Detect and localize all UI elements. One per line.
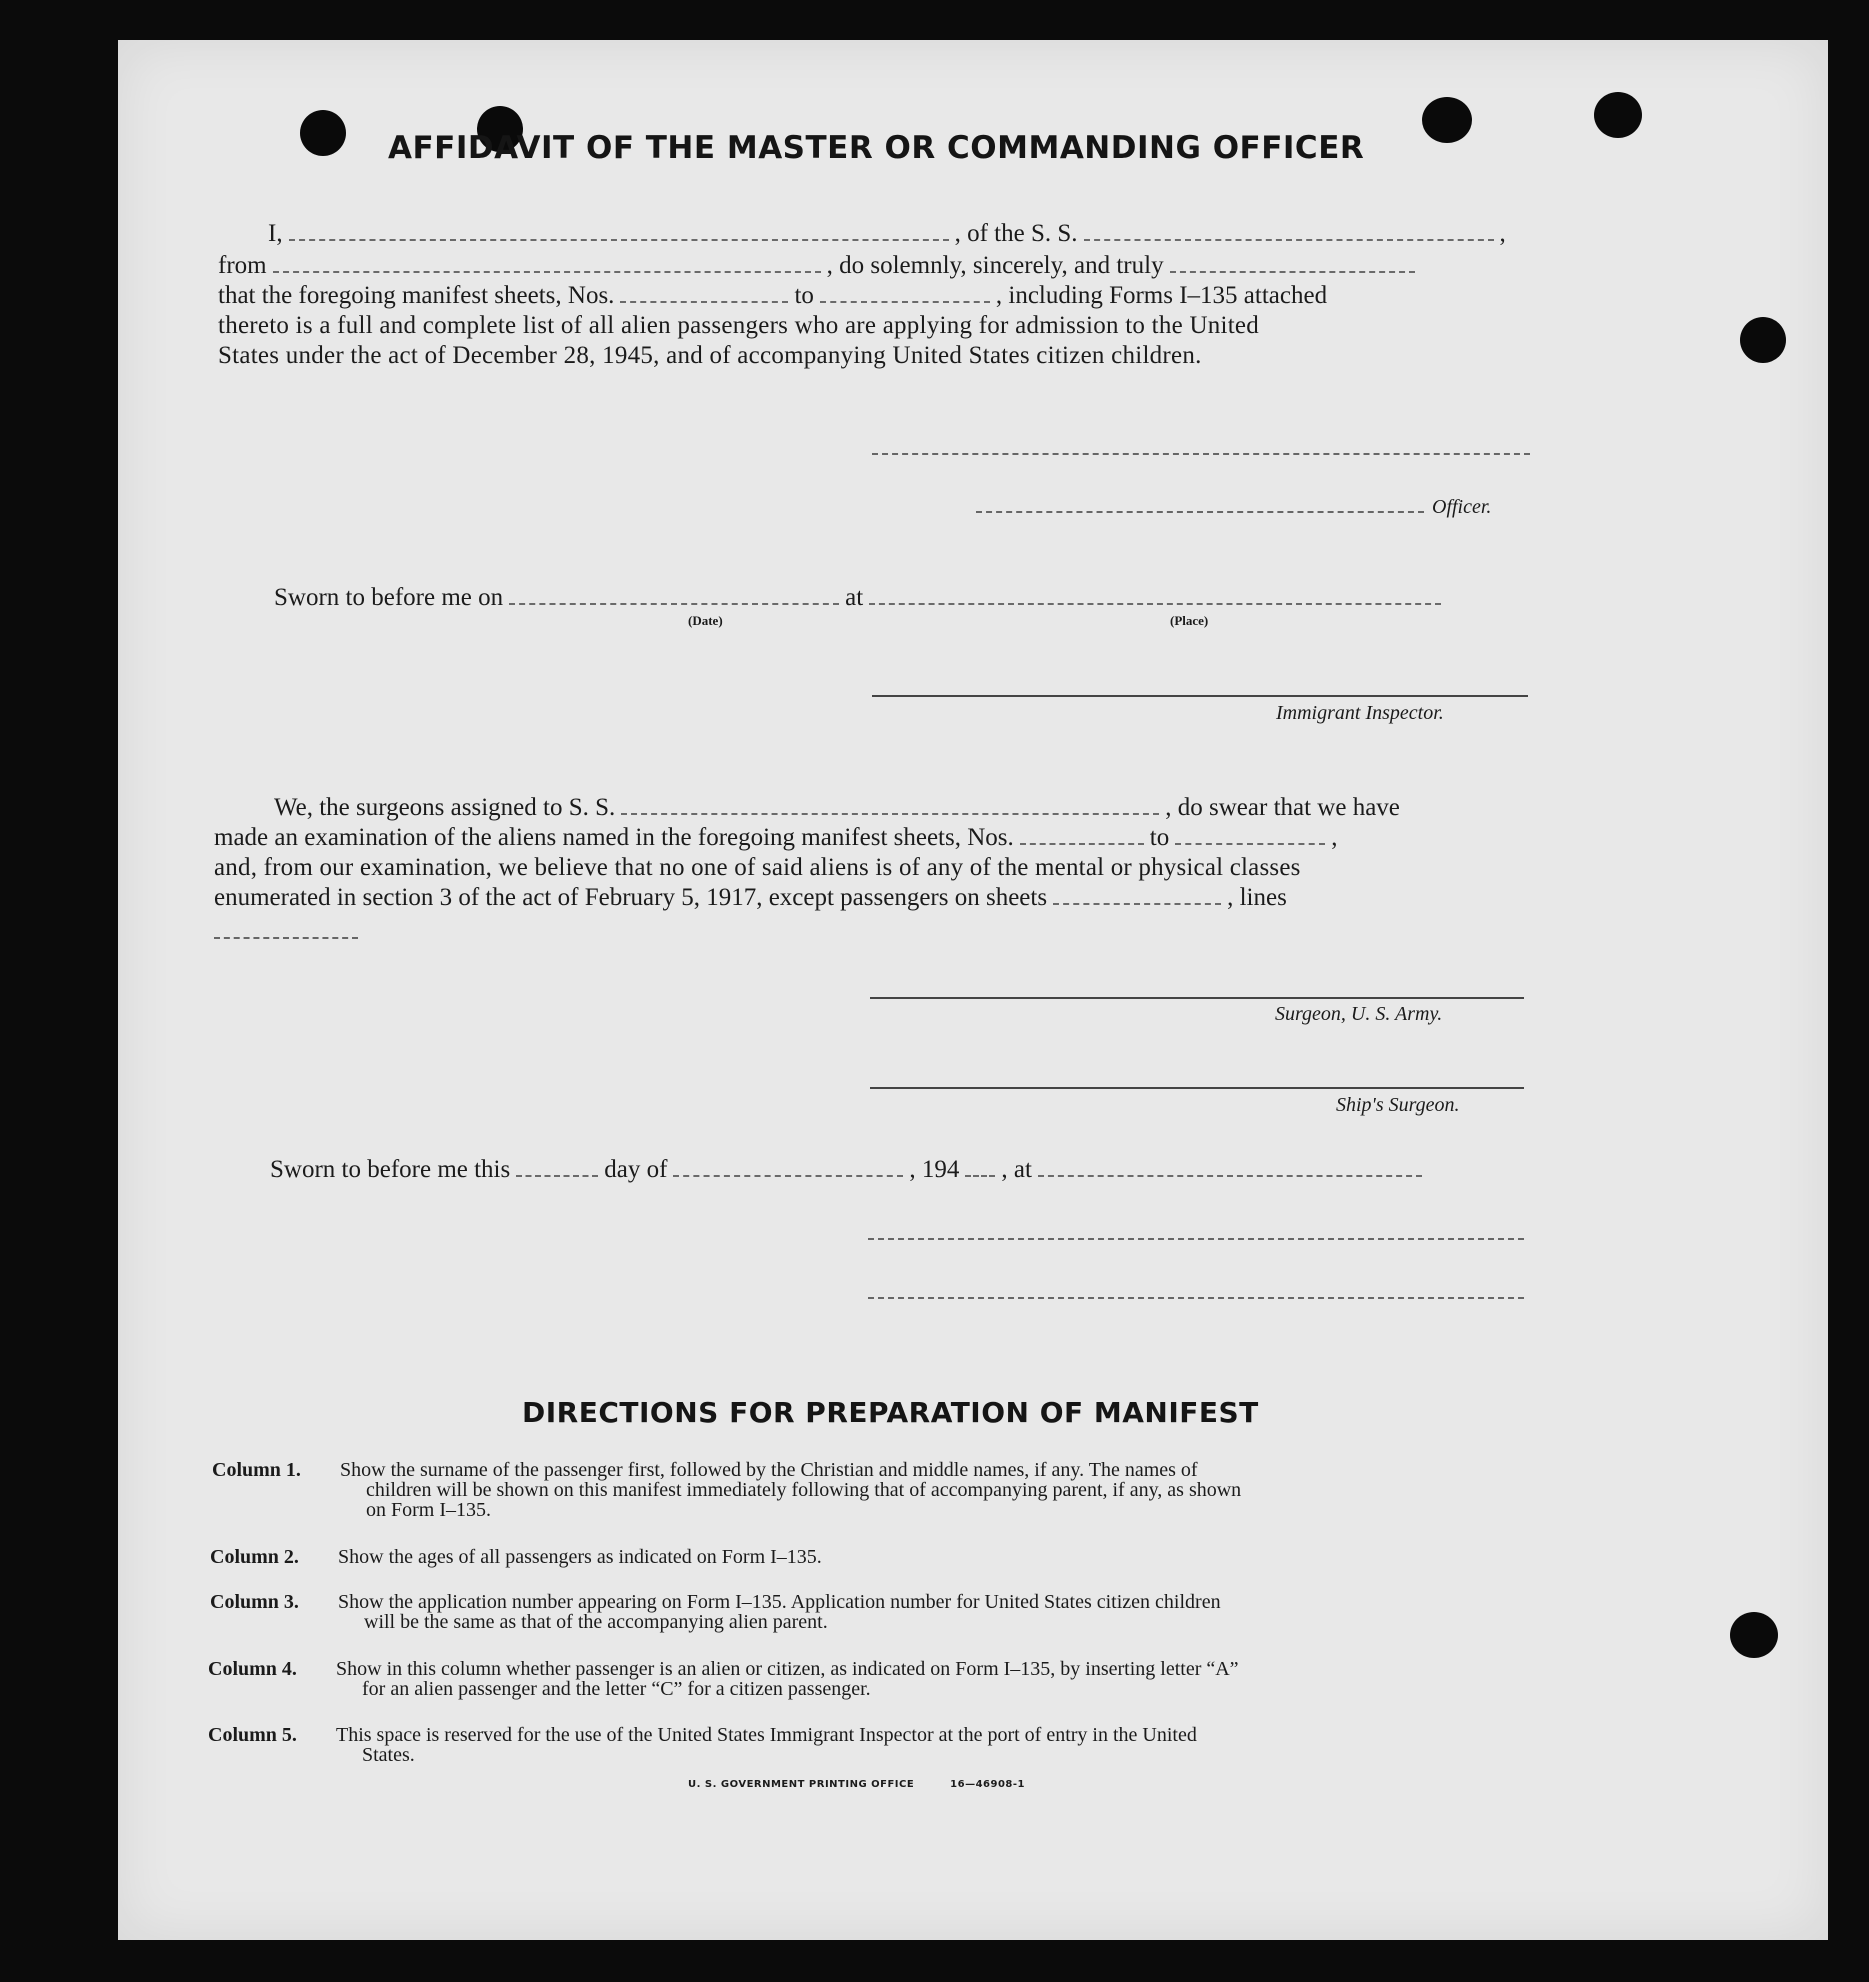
port-from-field[interactable] [273, 271, 821, 273]
text: , including Forms I–135 attached [995, 282, 1328, 309]
direction-text [340, 1460, 1532, 1520]
affidavit-line-2 [218, 252, 1421, 280]
army-surgeon-caption: Surgeon, U. S. Army. [1275, 1003, 1443, 1025]
surgeons-line-1 [274, 794, 1400, 822]
text: that the foregoing manifest sheets, Nos. [218, 282, 615, 309]
ship-name-field[interactable] [1084, 239, 1494, 241]
direction-line: will be the same as that of the accompanying alien parent. [364, 1611, 828, 1633]
affidavit-line-5: States under the act of December 28, 1945, and of accompanying United States citizen children. [218, 342, 1202, 369]
officer-signature-line-1[interactable] [872, 453, 1530, 455]
direction-text [338, 1592, 1530, 1632]
punch-hole [1740, 317, 1786, 363]
sworn-date-field[interactable] [509, 603, 839, 605]
official-signature-line-1[interactable] [868, 1238, 1524, 1240]
surgeons-line-2 [214, 824, 1337, 852]
surgeons-line-4 [214, 884, 1287, 912]
place-caption: (Place) [1170, 613, 1209, 628]
affidavit-line-4: thereto is a full and complete list of all alien passengers who are applying for admission to the United [218, 312, 1260, 339]
officer-signature-line-2[interactable] [976, 511, 1424, 513]
direction-line: Show the application number appearing on Form I–135. Application number for United States citizen children [338, 1591, 1221, 1613]
affidavit-title: AFFIDAVIT OF THE MASTER OR COMMANDING OFFICER [388, 130, 1365, 166]
text: at [845, 584, 864, 611]
sworn-year-field[interactable] [965, 1175, 995, 1177]
inspector-caption: Immigrant Inspector. [1276, 702, 1444, 724]
except-lines-field[interactable] [214, 937, 358, 939]
sworn-place-field[interactable] [869, 603, 1441, 605]
text: , of the S. S. [954, 220, 1078, 247]
direction-label: Column 3. [210, 1591, 299, 1613]
official-signature-line-2[interactable] [868, 1297, 1524, 1299]
sheet-to-field[interactable] [820, 301, 990, 303]
text: made an examination of the aliens named in the foregoing manifest sheets, Nos. [214, 824, 1014, 851]
sworn-month-field[interactable] [673, 1175, 903, 1177]
officer-caption: Officer. [1432, 496, 1492, 518]
ship-surgeon-signature-line[interactable] [870, 1087, 1524, 1089]
text: , lines [1227, 884, 1287, 911]
text: , do swear that we have [1165, 794, 1400, 821]
direction-label: Column 5. [208, 1724, 297, 1746]
direction-text [338, 1547, 1530, 1567]
direction-line: children will be shown on this manifest immediately following that of accompanying parent, if any, as shown [366, 1479, 1242, 1501]
directions-title: DIRECTIONS FOR PREPARATION OF MANIFEST [522, 1396, 1259, 1429]
text: from [218, 252, 267, 279]
army-surgeon-signature-line[interactable] [870, 997, 1524, 999]
direction-label: Column 1. [212, 1459, 301, 1481]
direction-label: Column 2. [210, 1546, 299, 1568]
text: Sworn to before me on [274, 584, 504, 611]
affidavit-line-1 [268, 220, 1506, 248]
affidavit-line-3 [218, 282, 1327, 310]
surgeon-ship-field[interactable] [621, 813, 1159, 815]
text: Sworn to before me this [270, 1156, 511, 1183]
direction-line: Show in this column whether passenger is an alien or citizen, as indicated on Form I–135, by inserting letter “A” [336, 1658, 1239, 1680]
printer-imprint [688, 1779, 1025, 1790]
text: , 194 [909, 1156, 960, 1183]
sworn-place-field[interactable] [1038, 1175, 1422, 1177]
surgeon-sheet-from-field[interactable] [1020, 843, 1144, 845]
text: I, [268, 220, 283, 247]
text: to [794, 282, 814, 309]
ship-surgeon-caption: Ship's Surgeon. [1336, 1094, 1460, 1116]
text: to [1149, 824, 1170, 851]
text: day of [604, 1156, 668, 1183]
sworn-line [274, 584, 1447, 612]
direction-text [336, 1725, 1528, 1765]
punch-hole [1594, 92, 1642, 138]
direction-line: This space is reserved for the use of the United States Immigrant Inspector at the port of entry in the United [336, 1724, 1197, 1746]
printer-name: U. S. GOVERNMENT PRINTING OFFICE [688, 1779, 915, 1790]
sworn-day-field[interactable] [516, 1175, 598, 1177]
direction-line: Show the surname of the passenger first, followed by the Christian and middle names, if any. The names of [340, 1459, 1198, 1481]
direction-line: on Form I–135. [366, 1499, 491, 1521]
date-caption: (Date) [688, 613, 723, 628]
sheet-from-field[interactable] [620, 301, 788, 303]
punch-hole [1422, 97, 1472, 143]
direction-line: for an alien passenger and the letter “C” for a citizen passenger. [362, 1678, 871, 1700]
surgeons-line-3: and, from our examination, we believe that no one of said aliens is of any of the mental or physical classes [214, 854, 1301, 881]
direction-label: Column 4. [208, 1658, 297, 1680]
master-name-field[interactable] [289, 239, 949, 241]
punch-hole [300, 110, 346, 156]
surgeons-sworn-line [270, 1156, 1428, 1184]
inspector-signature-line[interactable] [872, 695, 1528, 697]
punch-hole [1730, 1612, 1778, 1658]
direction-text [336, 1659, 1528, 1699]
text: , at [1001, 1156, 1032, 1183]
declaration-field[interactable] [1170, 271, 1415, 273]
form-code: 16—46908-1 [950, 1779, 1025, 1790]
text: enumerated in section 3 of the act of February 5, 1917, except passengers on sheets [214, 884, 1048, 911]
text: , [1499, 220, 1506, 247]
except-sheets-field[interactable] [1053, 903, 1221, 905]
surgeon-sheet-to-field[interactable] [1175, 843, 1325, 845]
text: , do solemnly, sincerely, and truly [826, 252, 1164, 279]
direction-line: States. [362, 1744, 415, 1766]
direction-line: Show the ages of all passengers as indicated on Form I–135. [338, 1546, 822, 1568]
text: , [1331, 824, 1338, 851]
text: We, the surgeons assigned to S. S. [274, 794, 616, 821]
